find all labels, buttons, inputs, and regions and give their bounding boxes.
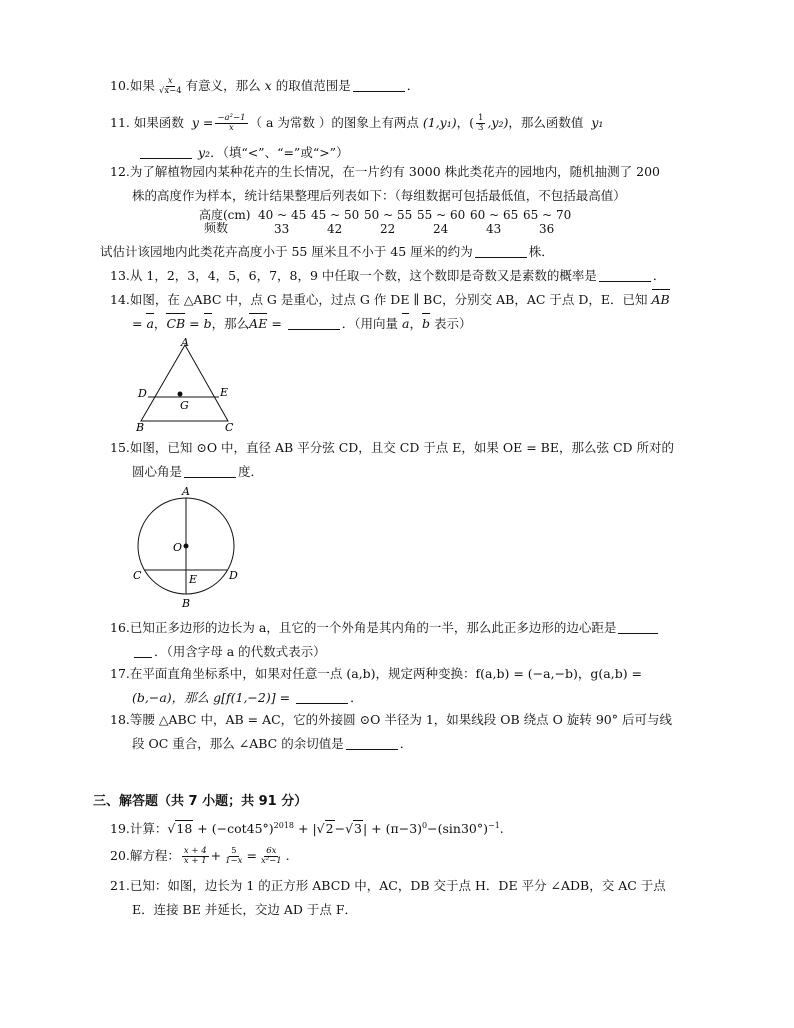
label-b: B — [182, 597, 191, 610]
question-12: 12.为了解植物园内某种花卉的生长情况，在一片约有 3000 株此类花卉的园地内，随机抽测了 200 株的高度作为样本，统计结果整理后列表如下：（每组数据可包括最低值，不包括最高值） — [110, 164, 660, 203]
fraction: $\frac{5}{1-x}$ — [225, 846, 243, 866]
label-o: O — [173, 541, 183, 554]
answer-blank-continued[interactable] — [134, 643, 152, 658]
question-19: 19.计算：$√18 + (-\cot 45^\circ)^{2018} + |√2-√3| + (\pi-3)^0-(\sin 30^\circ)^{-1}$. — [110, 821, 504, 836]
answer-blank[interactable] — [140, 144, 192, 159]
range-cell: 50 ~ 55 — [364, 208, 413, 222]
range-cell: 60 ~ 65 — [470, 208, 519, 222]
answer-blank[interactable] — [346, 735, 398, 750]
question-14: 14.如图，在 △ABC 中，点 G 是重心，过点 G 作 DE ∥ BC，分别交 AB，AC 于点 D，E．已知 AB = a，CB = b，那么AE = ．（用向量 a，b 表示） — [110, 288, 710, 336]
freq-cell: 42 — [327, 222, 343, 236]
question-10: 10.如果 $\frac{x}{√x-4}$ 有意义，那么 x 的取值范围是 ． — [110, 76, 420, 96]
label-g: G — [180, 399, 189, 412]
answer-blank[interactable] — [475, 243, 527, 258]
question-12-line3: 试估计该园地内此类花卉高度小于 55 厘米且不小于 45 厘米的约为 株． — [100, 244, 554, 259]
range-cell: 45 ~ 50 — [311, 208, 360, 222]
fraction: $\frac{x + 4}{x + 1}$ — [183, 846, 207, 866]
circle-figure — [128, 484, 248, 612]
freq-table-label: 频数 — [204, 221, 229, 235]
question-21: 21.已知：如图，边长为 1 的正方形 ABCD 中，AC，DB 交于点 H．DE 平分 ∠ADB，交 AC 于点 E．连接 BE 并延长，交边 AD 于点 F． — [110, 878, 666, 917]
freq-cell: 33 — [274, 222, 290, 236]
answer-blank[interactable] — [296, 689, 348, 704]
range-cell: 55 ~ 60 — [417, 208, 466, 222]
freq-cell: 43 — [486, 222, 502, 236]
section-heading: 三、解答题（共 7 小题；共 91 分） — [93, 794, 308, 809]
answer-blank[interactable] — [184, 463, 236, 478]
freq-cell: 36 — [539, 222, 555, 236]
fraction: $\frac{1}{3}$ — [478, 113, 484, 133]
question-18: 18.等腰 △ABC 中，AB = AC，它的外接圆 ⊙O 半径为 1，如果线段 OB 绕点 O 旋转 90° 后可与线 段 OC 重合，那么 ∠ABC 的余切值是 ． — [110, 712, 672, 751]
question-16: 16.已知正多边形的边长为 a，且它的一个外角是其内角的一半，那么此正多边形的边心距是 ．（用含字母 a 的代数式表示） — [110, 616, 710, 664]
label-c: C — [133, 569, 142, 582]
label-b: B — [136, 421, 145, 434]
triangle-figure — [128, 334, 238, 434]
answer-blank[interactable] — [618, 619, 658, 634]
freq-cell: 22 — [380, 222, 396, 236]
label-c: C — [225, 421, 234, 434]
fraction: $\frac{\text{−a²−1}}{x}$ — [217, 113, 246, 133]
question-17: 17.在平面直角坐标系中，如果对任意一点 (a,b)，规定两种变换：f(a,b) = (−a,−b)，g(a,b) = (b,−a)，那么 g[f(1,−2)] = ． — [110, 666, 643, 705]
range-cell: 40 ~ 45 — [258, 208, 307, 222]
freq-table-header: 高度(cm) — [199, 208, 251, 222]
answer-blank[interactable] — [353, 77, 405, 92]
question-13: 13.从 1，2，3，4，5，6，7，8，9 中任取一个数，这个数即是奇数又是素数的概率是 ． — [110, 268, 666, 283]
label-a: A — [182, 485, 190, 498]
fraction: $\frac{6x}{\text{x²−1}}$ — [260, 846, 282, 866]
range-cell: 65 ~ 70 — [523, 208, 572, 222]
answer-blank[interactable] — [288, 315, 340, 330]
question-11: 11. 如果函数 y = $\frac{\text{−a²−1}}{x}$ （ a 为常数 ）的图象上有两点 (1,y₁)，( $\frac{1}{3}$ ,y₂)，那么函数值 y₁ y₂．（填“<”、“=”或“>”） — [110, 113, 604, 160]
freq-cell: 24 — [433, 222, 449, 236]
question-15: 15.如图，已知 ⊙O 中，直径 AB 平分弦 CD，且交 CD 于点 E，如果 OE = BE，那么弦 CD 所对的 圆心角是 度． — [110, 440, 675, 479]
label-e: E — [189, 573, 198, 586]
label-e: E — [220, 386, 229, 399]
label-a: A — [181, 336, 189, 349]
answer-blank[interactable] — [599, 267, 651, 282]
label-d: D — [138, 387, 147, 400]
label-d: D — [229, 569, 238, 582]
fraction: $\frac{x}{√x-4}$ — [158, 76, 182, 96]
question-20: 20.解方程： $\frac{x + 4}{x + 1}$ + $\frac{5}{1-x}$ = $\frac{6x}{\text{x²−1}}$ . — [110, 846, 290, 866]
